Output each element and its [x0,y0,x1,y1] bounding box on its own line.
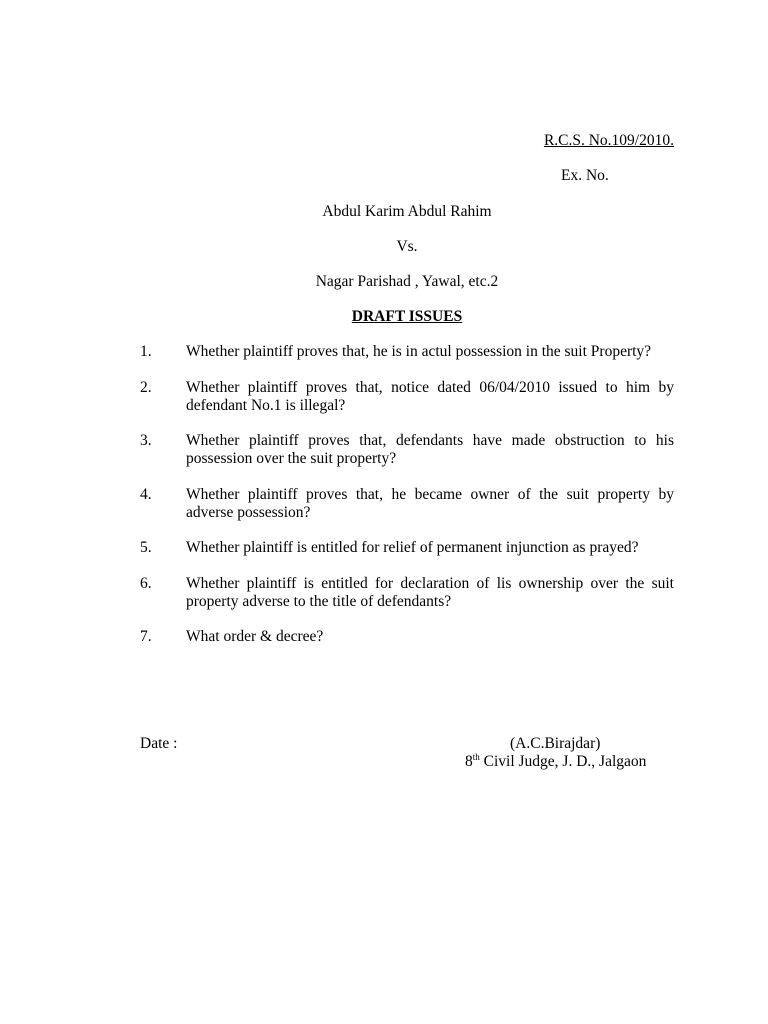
issue-item [140,539,674,557]
issue-text: Whether plaintiff proves that, he is in actul possession in the suit Property? [186,343,652,360]
issue-number: 1. [140,343,152,360]
issue-item [140,486,674,522]
issue-text: What order & decree? [186,628,324,645]
issue-item [140,432,674,468]
issue-item [140,379,674,415]
issue-number: 6. [140,574,152,592]
plaintiff-name: Abdul Karim Abdul Rahim [322,203,492,220]
versus-label: Vs. [396,238,418,255]
judge-designation-line [465,753,646,771]
judge-ordinal-suffix: th [472,752,480,762]
issue-text: Whether plaintiff proves that, notice dated 06/04/2010 issued to him by defendant No.1 is illegal? [186,378,674,414]
issue-item [140,343,674,361]
issue-text: Whether plaintiff is entitled for declaration of lis ownership over the suit property adverse to the title of defendants? [186,574,674,610]
issue-text: Whether plaintiff is entitled for relief of permanent injunction as prayed? [186,539,639,556]
issue-text: Whether plaintiff proves that, defendants have made obstruction to his possession over the suit property? [186,432,674,467]
issue-number: 7. [140,628,152,645]
case-number: R.C.S. No.109/2010. [543,132,674,149]
issue-number: 5. [140,539,152,556]
issues-list [140,343,674,664]
judge-ordinal: 8 [465,753,473,770]
issue-item [140,575,674,611]
issue-number: 3. [140,432,152,449]
issue-item [140,628,674,646]
defendant-name: Nagar Parishad , Yawal, etc.2 [315,273,499,290]
judge-designation: Civil Judge, J. D., Jalgaon [483,753,647,770]
date-label: Date : [140,735,178,752]
exhibit-number: Ex. No. [561,167,609,184]
issue-text: Whether plaintiff proves that, he became owner of the suit property by adverse possession? [186,485,674,521]
issue-number: 4. [140,485,152,503]
document-heading: DRAFT ISSUES [351,308,463,325]
issue-number: 2. [140,378,152,396]
judge-name: (A.C.Birajdar) [510,735,601,752]
